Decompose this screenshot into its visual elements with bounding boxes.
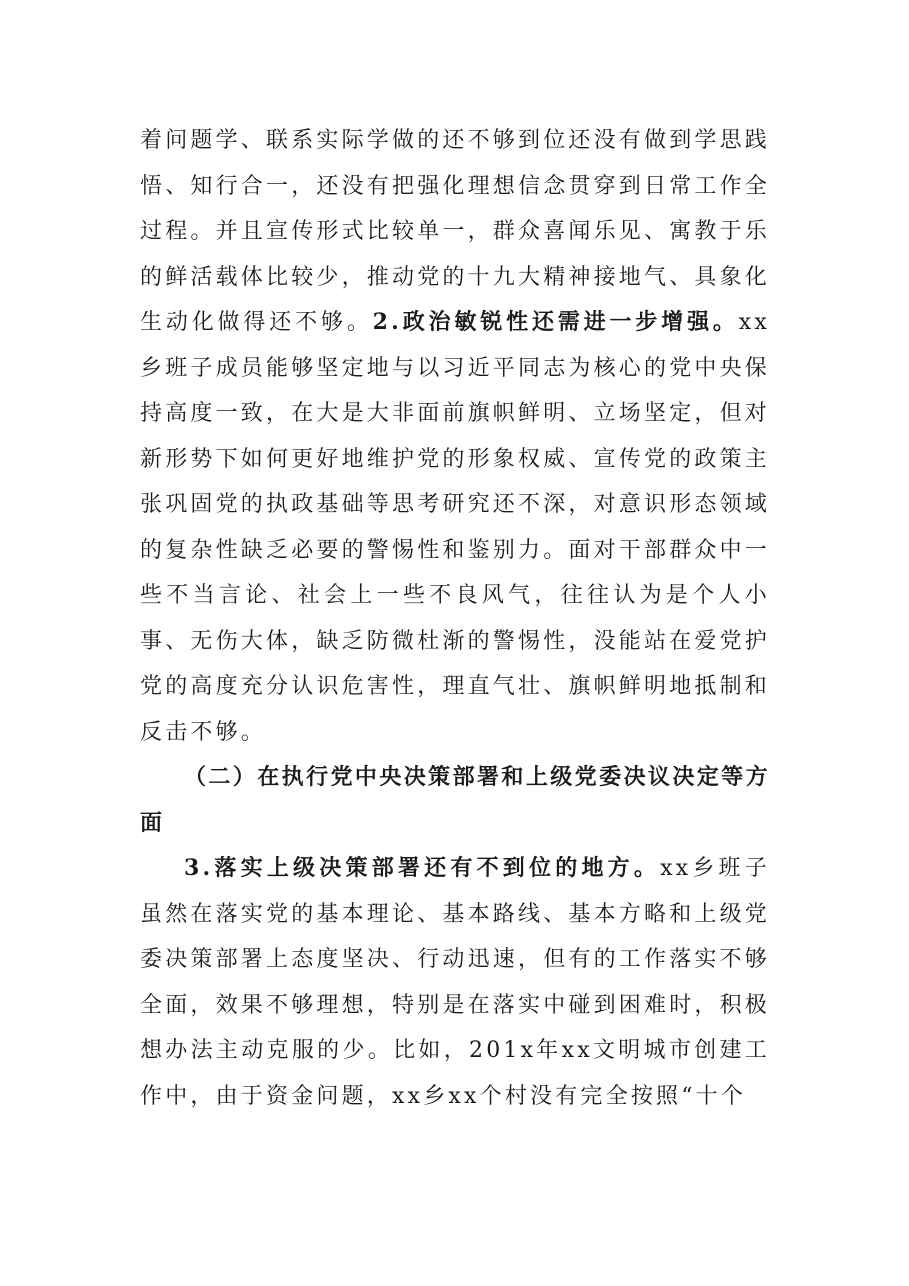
document-page [140, 118, 770, 1119]
paragraph-implementation [140, 846, 770, 1119]
paragraph-text: xx乡班子成员能够坚定地与以习近平同志为核心的党中央保持高度一致，在大是大非面前旗帜鲜明、立场坚定，但对新形势下如何更好地维护党的形象权威、宣传党的政策主张巩固党的执政基础等思考研究还不深，对意识形态领域的复杂性缺乏必要的警惕性和鉴别力。面对干部群众中一些不当言论、社会上一些不良风气，往往认为是个人小事、无伤大体，缺乏防微杜渐的警惕性，没能站在爱党护党的高度充分认识危害性，理直气壮、旗帜鲜明地抵制和反击不够。 [140, 310, 771, 745]
item-heading-3: 3.落实上级决策部署还有不到位的地方。 [184, 855, 661, 881]
paragraph-political-awareness [140, 118, 770, 755]
item-heading-2: 2.政治敏锐性还需进一步增强。 [372, 309, 739, 335]
section-heading-2: （二）在执行党中央决策部署和上级党委决议决定等方面 [140, 764, 770, 836]
paragraph-text: xx乡班子虽然在落实党的基本理论、基本路线、基本方略和上级党委决策部署上态度坚决、行动迅速，但有的工作落实不够全面，效果不够理想，特别是在落实中碰到困难时，积极想办法主动克服的少。比如，201x年xx文明城市创建工作中，由于资金问题，xx乡xx个村没有完全按照“十个 [140, 856, 771, 1109]
paragraph-text: 着问题学、联系实际学做的还不够到位还没有做到学思践悟、知行合一，还没有把强化理想信念贯穿到日常工作全过程。并且宣传形式比较单一，群众喜闻乐见、寓教于乐的鲜活载体比较少，推动党的十九大精神接地气、具象化生动化做得还不够。 [140, 128, 771, 335]
